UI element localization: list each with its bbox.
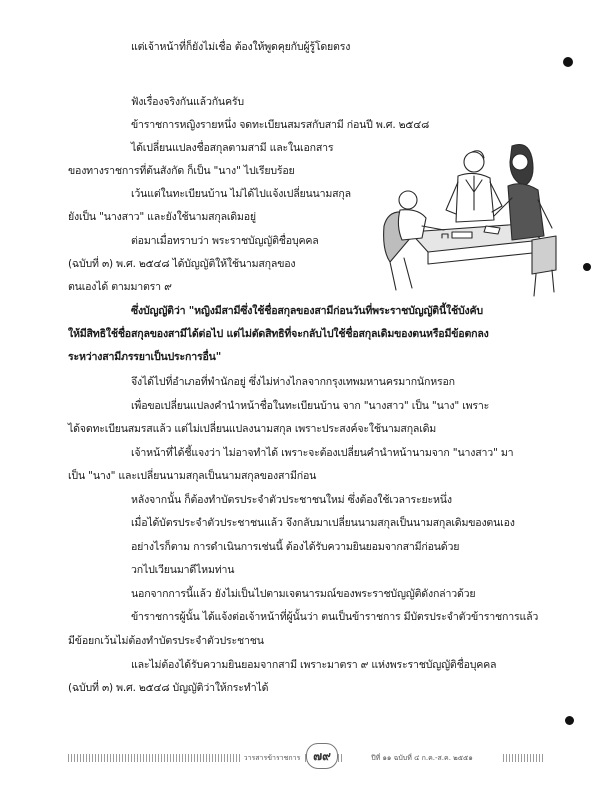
footer-journal-title: วารสารข้าราชการ xyxy=(240,752,304,764)
body-line: เพื่อขอเปลี่ยนแปลงคำนำหน้าชื่อในทะเบียนบ้าน จาก "นางสาว" เป็น "นาง" เพราะ xyxy=(131,400,490,412)
body-line: หลังจากนั้น ก็ต้องทำบัตรประจำตัวประชาชนใหม่ ซึ่งต้องใช้เวลาระยะหนึ่ง xyxy=(131,494,452,506)
binder-hole-icon xyxy=(565,716,574,725)
body-line: ของทางราชการที่ต้นสังกัด ก็เป็น "นาง" ไปเรียบร้อย xyxy=(68,165,295,177)
office-meeting-illustration-icon xyxy=(382,140,558,298)
body-line: อย่างไรก็ตาม การดำเนินการเช่นนี้ ต้องได้รับความยินยอมจากสามีก่อนด้วย xyxy=(131,541,460,553)
body-line: ตนเองได้ ตามมาตรา ๙ xyxy=(68,281,172,293)
body-line: เป็น "นาง" และเปลี่ยนนามสกุลเป็นนามสกุลของสามีก่อน xyxy=(68,470,317,482)
body-line: ระหว่างสามีภรรยาเป็นประการอื่น" xyxy=(68,351,222,363)
body-line: มีข้อยกเว้นไม่ต้องทำบัตรประจำตัวประชาชน xyxy=(68,635,264,647)
body-line: เว้นแต่ในทะเบียนบ้าน ไม่ได้ไปแจ้งเปลี่ยนนามสกุล xyxy=(131,188,351,200)
body-line: (ฉบับที่ ๓) พ.ศ. ๒๕๔๘ ได้บัญญัติให้ใช้นามสกุลของ xyxy=(68,258,296,270)
body-line: ได้จดทะเบียนสมรสแล้ว แต่ไม่เปลี่ยนแปลงนามสกุล เพราะประสงค์จะใช้นามสกุลเดิม xyxy=(68,423,437,435)
body-line: ให้มีสิทธิใช้ชื่อสกุลของสามีได้ต่อไป แต่ไม่ตัดสิทธิที่จะกลับไปใช้ชื่อสกุลเดิมของตนหรือมีข้อตกลง xyxy=(68,328,489,340)
body-line: ฟังเรื่องจริงกันแล้วกันครับ xyxy=(131,96,244,108)
body-line: ได้เปลี่ยนแปลงชื่อสกุลตามสามี และในเอกสาร xyxy=(131,142,334,154)
body-line: ข้าราชการหญิงรายหนึ่ง จดทะเบียนสมรสกับสามี ก่อนปี พ.ศ. ๒๕๔๘ xyxy=(131,119,430,131)
binder-hole-icon xyxy=(583,263,591,271)
body-line: ซึ่งบัญญัติว่า "หญิงมีสามีซึ่งใช้ชื่อสกุลของสามีก่อนวันที่พระราชบัญญัตินี้ใช้บังคับ xyxy=(131,305,483,317)
footer-issue-info: ปีที่ ๑๑ ฉบับที่ ๔ ก.ค.-ส.ค. ๒๕๕๑ xyxy=(342,752,502,764)
body-line: วกไปเวียนมาดีไหมท่าน xyxy=(131,564,235,576)
body-line: นอกจากการนี้แล้ว ยังไม่เป็นไปตามเจตนารมณ์ของพระราชบัญญัติดังกล่าวด้วย xyxy=(131,588,476,600)
body-line: เจ้าหน้าที่ได้ชี้แจงว่า ไม่อาจทำได้ เพราะจะต้องเปลี่ยนคำนำหน้านามจาก "นางสาว" มา xyxy=(131,447,514,459)
body-line: ต่อมาเมื่อทราบว่า พระราชบัญญัติชื่อบุคคล xyxy=(131,235,319,247)
body-line: ข้าราชการผู้นั้น ได้แจ้งต่อเจ้าหน้าที่ผู้นั้นว่า ตนเป็นข้าราชการ มีบัตรประจำตัวข้าราชการแล้ว xyxy=(131,611,539,623)
binder-hole-icon xyxy=(563,57,573,67)
body-line: แต่เจ้าหน้าที่ก็ยังไม่เชื่อ ต้องให้พูดคุยกับผู้รู้โดยตรง xyxy=(131,41,351,53)
body-line: เมื่อได้บัตรประจำตัวประชาชนแล้ว จึงกลับมาเปลี่ยนนามสกุลเป็นนามสกุลเดิมของตนเอง xyxy=(131,517,515,529)
body-line: จึงได้ไปที่อำเภอที่พำนักอยู่ ซึ่งไม่ห่างไกลจากกรุงเทพมหานครมากนักหรอก xyxy=(131,376,455,388)
body-line: และไม่ต้องได้รับความยินยอมจากสามี เพราะมาตรา ๙ แห่งพระราชบัญญัติชื่อบุคคล xyxy=(131,659,497,671)
page-number: ๗๙ xyxy=(306,743,338,769)
body-line: (ฉบับที่ ๓) พ.ศ. ๒๕๔๘ บัญญัติว่าให้กระทำได้ xyxy=(68,682,269,694)
body-line: ยังเป็น "นางสาว" และยังใช้นามสกุลเดิมอยู่ xyxy=(68,211,256,223)
